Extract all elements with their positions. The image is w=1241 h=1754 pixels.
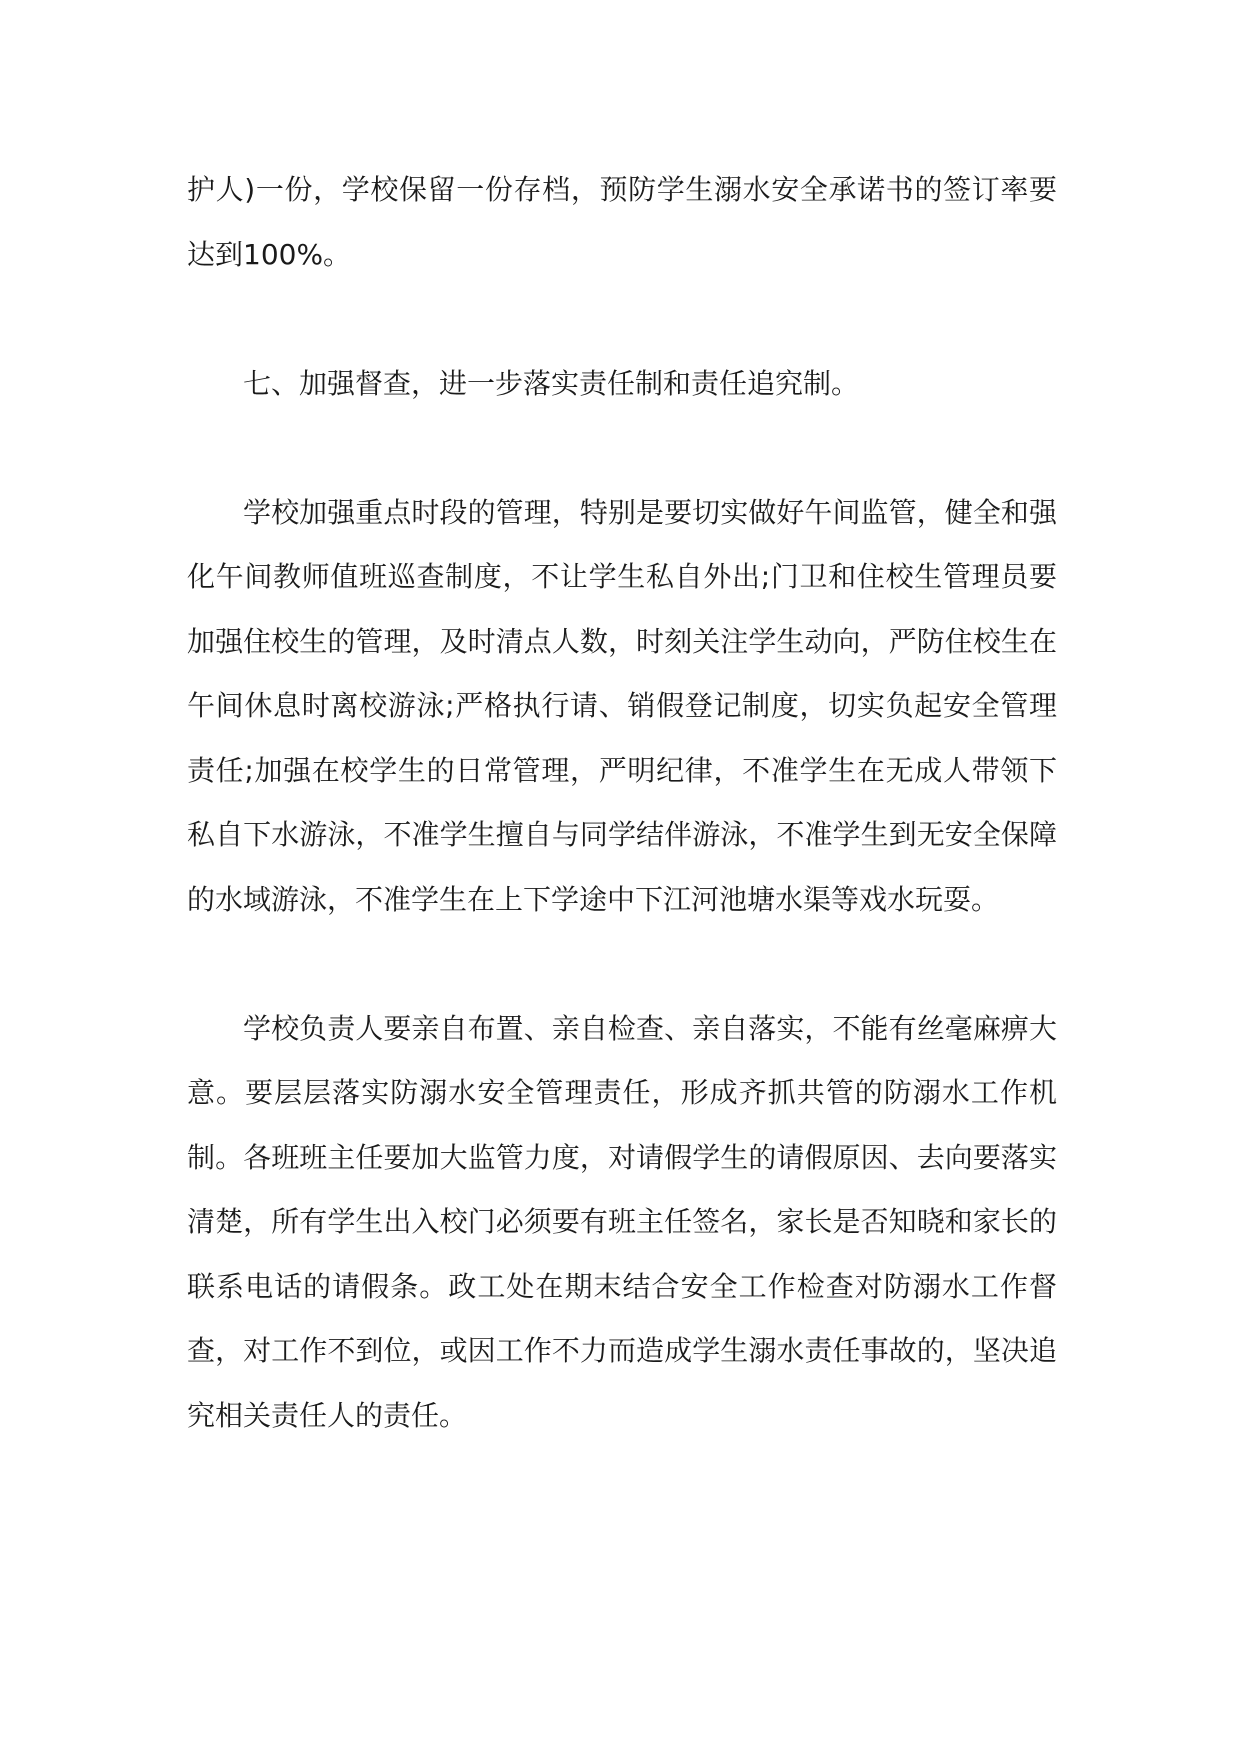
paragraph-key-period-management: 学校加强重点时段的管理，特别是要切实做好午间监管，健全和强化午间教师值班巡查制度，不让学生私自外出;门卫和住校生管理员要加强住校生的管理，及时清点人数，时刻关注学生动向，严防住校生在午间休息时离校游泳;严格执行请、销假登记制度，切实负起安全管理责任;加强在校学生的日常管理，严明纪律，不准学生在无成人带领下私自下水游泳，不准学生擅自与同学结伴游泳，不准学生到无安全保障的水域游泳，不准学生在上下学途中下江河池塘水渠等戏水玩耍。	[187, 495, 1057, 916]
section-heading-seven: 七、加强督查，进一步落实责任制和责任追究制。	[243, 366, 860, 400]
paragraph-continuation: 护人)一份，学校保留一份存档，预防学生溺水安全承诺书的签订率要达到100%。	[187, 173, 1057, 271]
paragraph-accountability: 学校负责人要亲自布置、亲自检查、亲自落实，不能有丝毫麻痹大意。要层层落实防溺水安全管理责任，形成齐抓共管的防溺水工作机制。各班班主任要加大监管力度，对请假学生的请假原因、去向要落实清楚，所有学生出入校门必须要有班主任签名，家长是否知晓和家长的联系电话的请假条。政工处在期末结合安全工作检查对防溺水工作督查，对工作不到位，或因工作不力而造成学生溺水责任事故的，坚决追究相关责任人的责任。	[187, 1011, 1057, 1432]
document-body	[187, 158, 1057, 1448]
